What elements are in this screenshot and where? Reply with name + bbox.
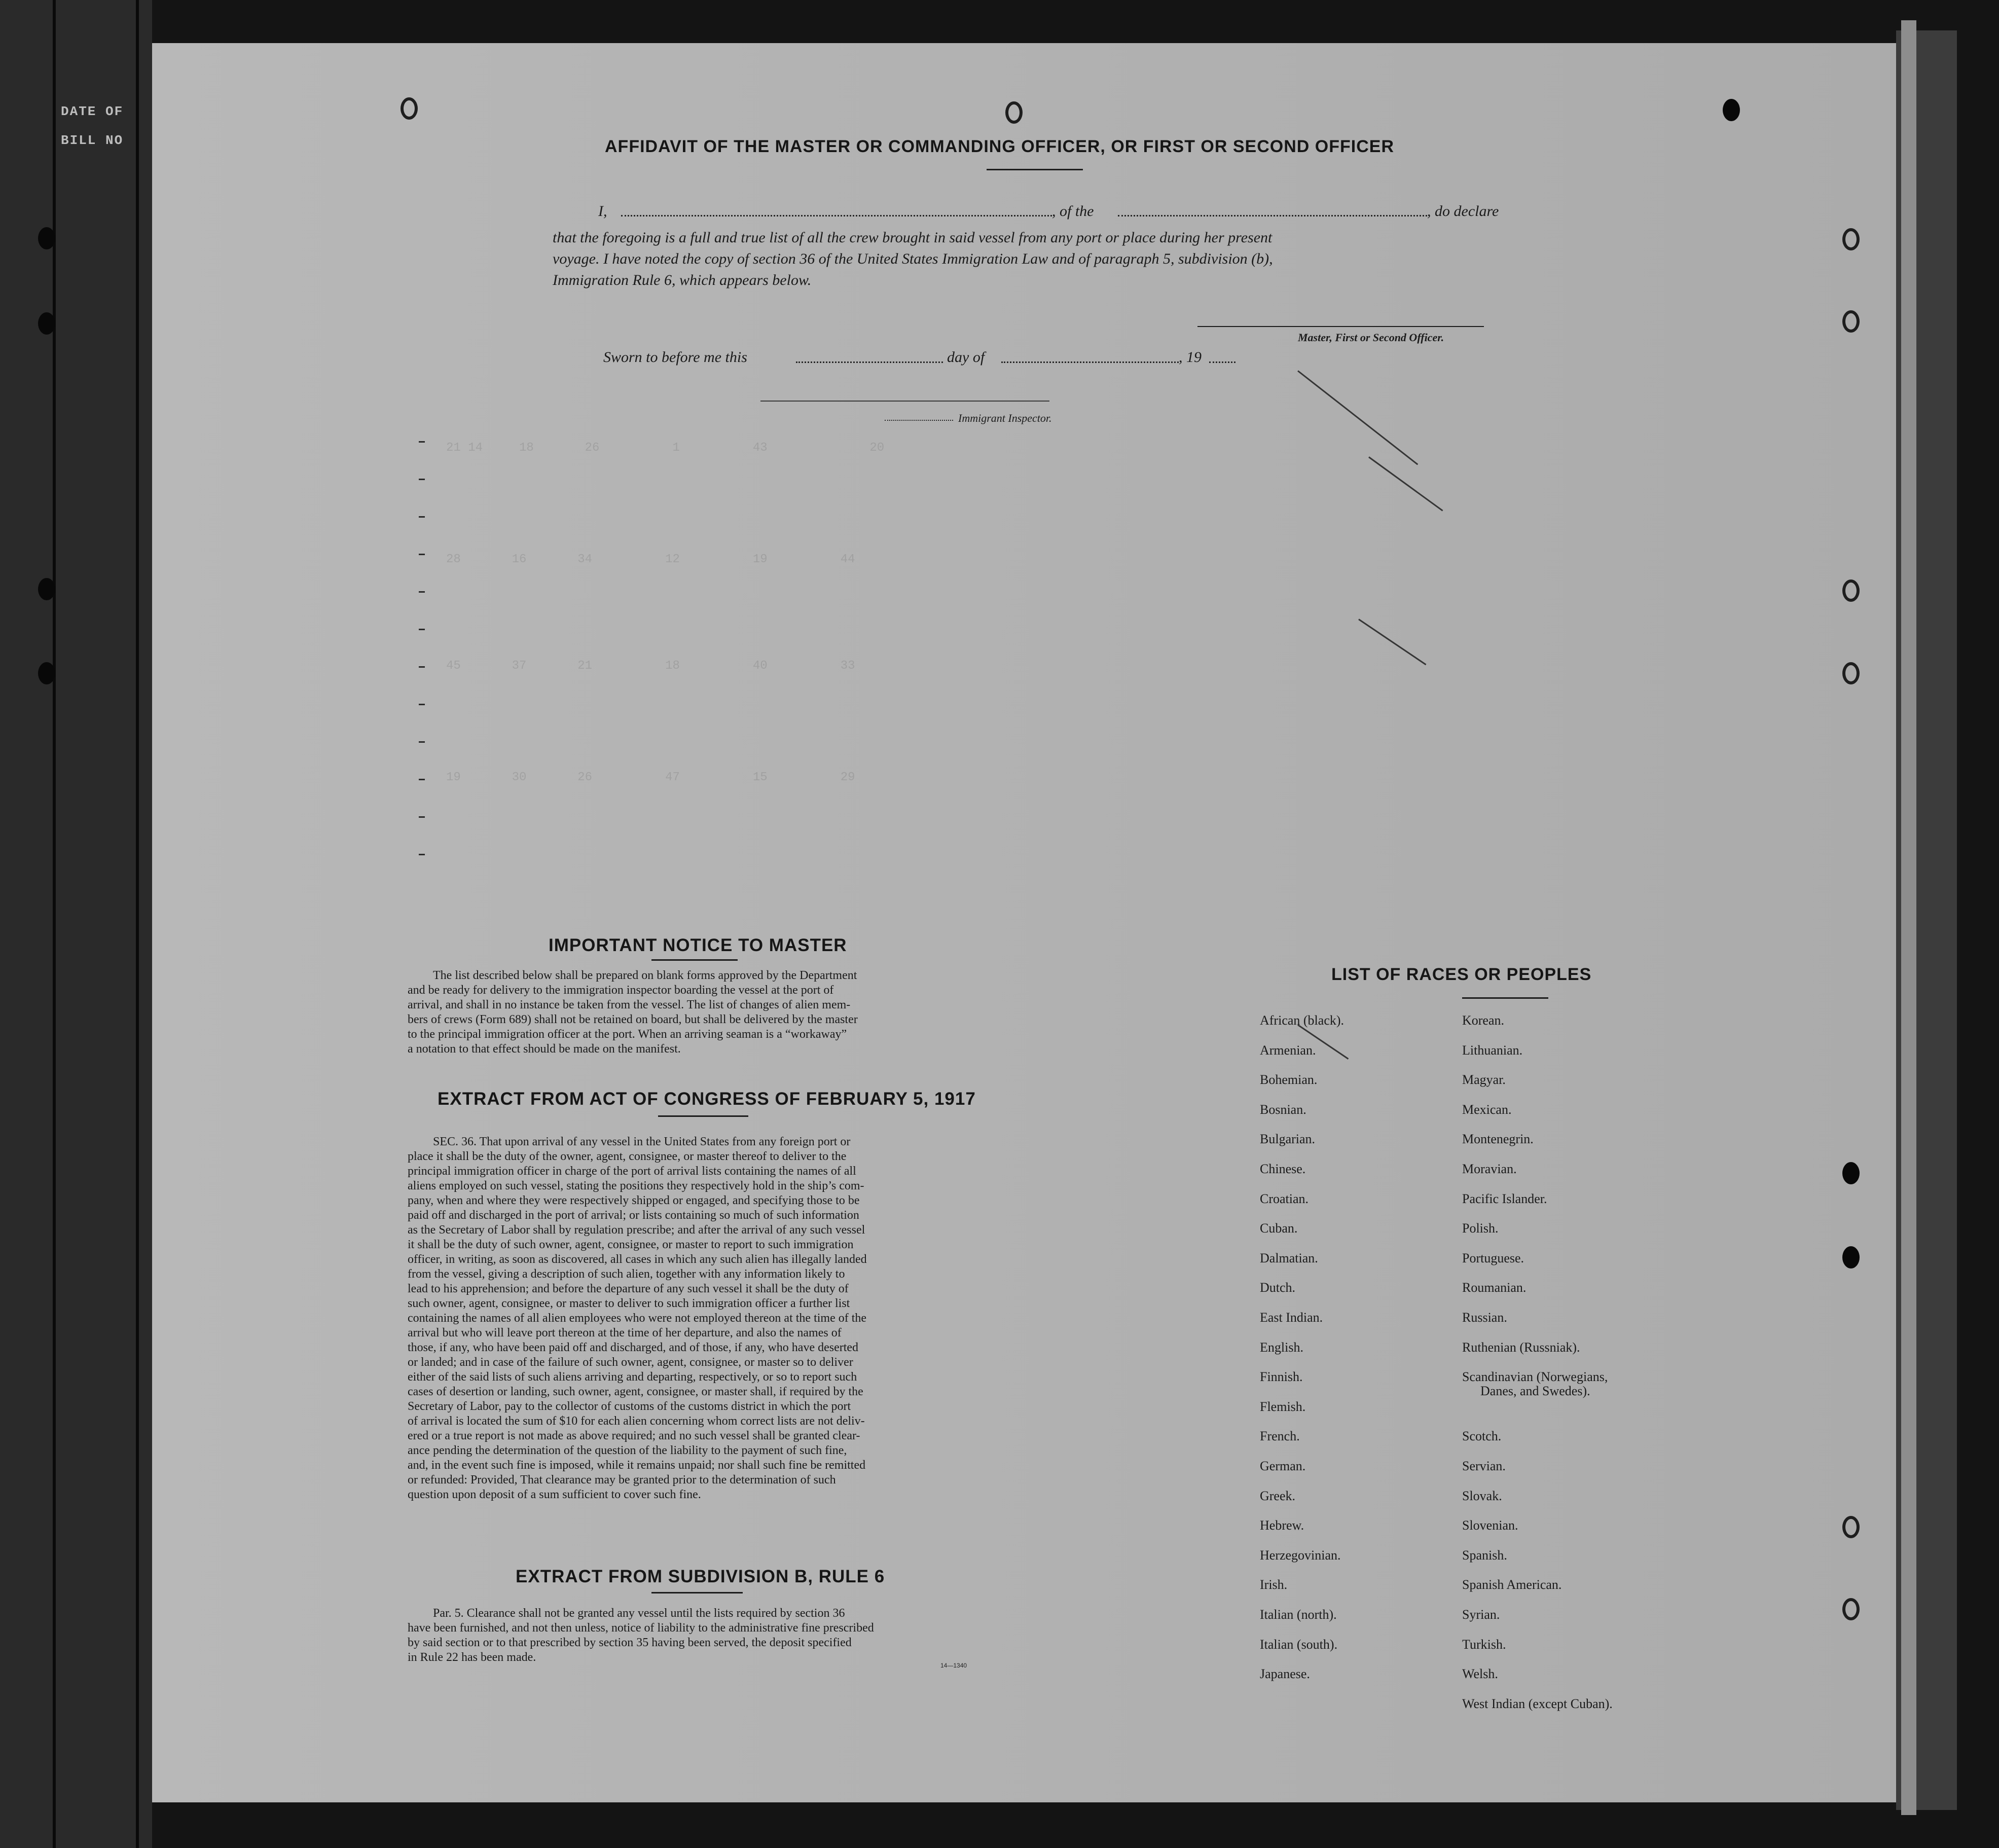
act-line: containing the names of all alien employees who were not employed thereon at the time of the xyxy=(408,1312,867,1325)
race-item: West Indian (except Cuban). xyxy=(1462,1696,1613,1711)
act-extract-title: EXTRACT FROM ACT OF CONGRESS OF FEBRUARY 5, 1917 xyxy=(438,1089,976,1109)
scan-line xyxy=(53,0,56,1848)
act-line: Secretary of Labor, pay to the collector of customs of the customs district in which the port xyxy=(408,1400,851,1413)
act-line: of arrival is located the sum of $10 for each alien concerning whom correct lists are not deliv- xyxy=(408,1415,865,1428)
sworn-prefix: Sworn to before me this xyxy=(603,349,747,366)
edge-label-bill: BILL NO xyxy=(61,133,124,148)
inspector-line xyxy=(760,401,1049,402)
act-line: ance pending the determination of the question of the liability to the payment of such fine, xyxy=(408,1444,847,1457)
race-item: English. xyxy=(1260,1339,1303,1355)
race-item: Greek. xyxy=(1260,1488,1296,1503)
act-line: pany, when and where they were respectively shipped or engaged, and specifying those to be xyxy=(408,1194,860,1207)
rule-extract-title: EXTRACT FROM SUBDIVISION B, RULE 6 xyxy=(516,1567,885,1586)
rule-line: by said section or to that prescribed by section 35 having been served, the deposit specified xyxy=(408,1636,852,1649)
row-tick xyxy=(419,554,425,555)
race-item: Servian. xyxy=(1462,1459,1506,1473)
race-item: Moravian. xyxy=(1462,1162,1517,1176)
race-item: Italian (north). xyxy=(1260,1607,1337,1622)
punch-hole xyxy=(1842,228,1860,250)
race-item: Scotch. xyxy=(1462,1429,1502,1444)
punch-hole xyxy=(38,227,55,249)
punch-hole xyxy=(1842,1246,1860,1269)
race-item: Croatian. xyxy=(1260,1191,1309,1206)
races-title: LIST OF RACES OR PEOPLES xyxy=(1331,965,1592,984)
act-line: those, if any, who have been paid off and discharged, and of those, if any, who have deserted xyxy=(408,1341,859,1354)
race-item: Chinese. xyxy=(1260,1162,1306,1176)
race-item: Mexican. xyxy=(1462,1102,1512,1117)
affidavit-of-the: , of the xyxy=(1052,203,1094,220)
race-item: German. xyxy=(1260,1459,1306,1473)
rule-line: Par. 5. Clearance shall not be granted any vessel until the lists required by section 36 xyxy=(433,1607,845,1620)
title-rule xyxy=(1462,997,1548,999)
race-item: Finnish. xyxy=(1260,1369,1303,1385)
title-rule xyxy=(651,1592,743,1593)
notice-line: arrival, and shall in no instance be taken from the vessel. The list of changes of alien mem- xyxy=(408,998,851,1011)
row-tick xyxy=(419,629,425,630)
race-item: Italian (south). xyxy=(1260,1637,1338,1652)
edge-label-date: DATE OF xyxy=(61,104,124,119)
punch-hole xyxy=(1005,101,1023,124)
title-rule xyxy=(987,169,1083,170)
punch-hole xyxy=(1842,1162,1860,1184)
scan-line xyxy=(136,0,139,1848)
race-item: Montenegrin. xyxy=(1462,1132,1534,1147)
row-tick xyxy=(419,479,425,480)
document-page xyxy=(152,43,1896,1802)
notice-line: to the principal immigration officer at the port. When an arriving seaman is a “workaway” xyxy=(408,1028,847,1041)
act-line: either of the said lists of such aliens arriving and departing, respectively, or so to report such xyxy=(408,1370,857,1384)
row-tick xyxy=(419,854,425,855)
race-item: Danes, and Swedes). xyxy=(1480,1384,1590,1399)
race-item: Herzegovinian. xyxy=(1260,1547,1341,1563)
race-item: Spanish American. xyxy=(1462,1577,1562,1592)
row-tick xyxy=(419,816,425,818)
race-item: Scandinavian (Norwegians, xyxy=(1462,1369,1608,1385)
race-item: Japanese. xyxy=(1260,1666,1310,1682)
race-item: Lithuanian. xyxy=(1462,1042,1523,1058)
act-line: it shall be the duty of such owner, agent, consignee, or master to report to such immigration xyxy=(408,1238,854,1251)
affidavit-do-declare: , do declare xyxy=(1427,203,1499,220)
race-item: Welsh. xyxy=(1462,1666,1498,1682)
act-line: SEC. 36. That upon arrival of any vessel in the United States from any foreign port or xyxy=(433,1135,851,1148)
punch-hole xyxy=(1842,662,1860,684)
page-stack-edge xyxy=(1901,20,1916,1815)
race-item: Cuban. xyxy=(1260,1221,1298,1236)
punch-hole xyxy=(1723,99,1740,121)
notice-line: bers of crews (Form 689) shall not be retained on board, but shall be delivered by the master xyxy=(408,1013,858,1026)
rule-line: have been furnished, and not then unless, notice of liability to the administrative fine prescribed xyxy=(408,1621,874,1635)
race-item: Pacific Islander. xyxy=(1462,1191,1547,1206)
notice-line: The list described below shall be prepared on blank forms approved by the Department xyxy=(433,969,857,982)
punch-hole xyxy=(1842,1516,1860,1538)
affidavit-i: I, xyxy=(598,203,607,220)
race-item: Russian. xyxy=(1462,1310,1507,1325)
act-line: or landed; and in case of the failure of such owner, agent, consignee, or master so to deliver xyxy=(408,1356,853,1369)
previous-page-edge xyxy=(0,0,152,1848)
notice-title: IMPORTANT NOTICE TO MASTER xyxy=(549,935,847,955)
race-item: Magyar. xyxy=(1462,1072,1506,1088)
act-line: such owner, agent, consignee, or master to deliver to such immigration officer a further list xyxy=(408,1297,850,1310)
race-item: Polish. xyxy=(1462,1221,1499,1236)
act-line: aliens employed on such vessel, stating the positions they respectively hold in the ship’s com- xyxy=(408,1179,864,1192)
inspector-caption: Immigrant Inspector. xyxy=(958,412,1052,424)
signature-caption: Master, First or Second Officer. xyxy=(1298,331,1444,344)
act-line: place it shall be the duty of the owner, agent, consignee, or master thereof to deliver to the xyxy=(408,1150,847,1163)
race-item: Armenian. xyxy=(1260,1042,1316,1058)
punch-hole xyxy=(1842,579,1860,602)
race-item: Korean. xyxy=(1462,1013,1505,1028)
affidavit-title: AFFIDAVIT OF THE MASTER OR COMMANDING OFFICER, OR FIRST OR SECOND OFFICER xyxy=(605,137,1394,156)
signature-line xyxy=(1197,326,1484,327)
act-line: as the Secretary of Labor shall by regulation prescribe; and after the arrival of any such vessel xyxy=(408,1223,865,1237)
race-item: East Indian. xyxy=(1260,1310,1323,1325)
act-line: from the vessel, giving a description of such alien, together with any information likely to xyxy=(408,1267,845,1281)
race-item: Syrian. xyxy=(1462,1607,1500,1622)
vessel-blank xyxy=(1118,215,1427,216)
affidavit-line-2: that the foregoing is a full and true list of all the crew brought in said vessel from any port or place during her present xyxy=(553,229,1273,246)
row-tick xyxy=(419,704,425,705)
race-item: Bulgarian. xyxy=(1260,1132,1316,1147)
race-item: Bosnian. xyxy=(1260,1102,1306,1117)
punch-hole xyxy=(401,97,418,120)
punch-hole xyxy=(38,312,55,335)
row-tick xyxy=(419,441,425,443)
notice-line: and be ready for delivery to the immigration inspector boarding the vessel at the port of xyxy=(408,984,834,997)
punch-hole xyxy=(38,662,55,684)
race-item: Hebrew. xyxy=(1260,1518,1304,1533)
notice-line: a notation to that effect should be made on the manifest. xyxy=(408,1042,681,1056)
inspector-lead xyxy=(885,420,953,421)
title-rule xyxy=(658,1115,748,1117)
act-line: officer, in writing, as soon as discovered, all cases in which any such alien has illegally landed xyxy=(408,1253,867,1266)
notice-paragraph xyxy=(408,968,990,1057)
act-line: cases of desertion or landing, such owner, agent, consignee, or master shall, if required by the xyxy=(408,1385,863,1398)
race-item: Dutch. xyxy=(1260,1280,1296,1295)
race-item: Slovak. xyxy=(1462,1488,1502,1503)
act-line: or refunded: Provided, That clearance may be granted prior to the determination of such xyxy=(408,1473,836,1487)
race-item: Irish. xyxy=(1260,1577,1288,1592)
race-item: French. xyxy=(1260,1429,1300,1444)
rule-line: in Rule 22 has been made. xyxy=(408,1651,536,1664)
race-item: Roumanian. xyxy=(1462,1280,1526,1295)
name-blank xyxy=(621,215,1052,216)
row-tick xyxy=(419,666,425,668)
sworn-day-of: day of xyxy=(947,349,985,366)
act-line: question upon deposit of a sum sufficient to cover such fine. xyxy=(408,1488,701,1501)
sworn-year: , 19 xyxy=(1179,349,1202,366)
race-item: Spanish. xyxy=(1462,1547,1507,1563)
affidavit-line-4: Immigration Rule 6, which appears below. xyxy=(553,272,812,288)
day-blank xyxy=(796,361,943,363)
row-tick xyxy=(419,779,425,780)
act-line: arrival but who will leave port thereon at the time of her departure, and also the names of xyxy=(408,1326,842,1339)
act-line: principal immigration officer in charge of the port of arrival lists containing the names of all xyxy=(408,1165,856,1178)
race-item: Portuguese. xyxy=(1462,1250,1524,1265)
year-blank xyxy=(1209,361,1235,363)
act-line: lead to his apprehension; and before the departure of any such vessel it shall be the duty of xyxy=(408,1282,849,1295)
act-line: and, in the event such fine is imposed, while it remains unpaid; nor shall such fine be remitted xyxy=(408,1459,866,1472)
affidavit-line-3: voyage. I have noted the copy of section 36 of the United States Immigration Law and of paragraph 5, subdivision (b), xyxy=(553,250,1273,267)
race-item: Ruthenian (Russniak). xyxy=(1462,1339,1580,1355)
race-item: African (black). xyxy=(1260,1013,1344,1028)
act-line: paid off and discharged in the port of arrival; or lists containing so much of such information xyxy=(408,1209,859,1222)
row-tick xyxy=(419,516,425,518)
act-line: ered or a true report is not made as above required; and no such vessel shall be granted clear- xyxy=(408,1429,860,1442)
race-item: Turkish. xyxy=(1462,1637,1506,1652)
race-item: Bohemian. xyxy=(1260,1072,1318,1088)
punch-hole xyxy=(1842,310,1860,333)
title-rule xyxy=(651,959,738,961)
race-item: Dalmatian. xyxy=(1260,1250,1318,1265)
row-tick xyxy=(419,741,425,743)
punch-hole xyxy=(38,578,55,600)
month-blank xyxy=(1001,361,1179,363)
race-item: Slovenian. xyxy=(1462,1518,1518,1533)
race-item: Flemish. xyxy=(1260,1399,1306,1414)
row-tick xyxy=(419,591,425,593)
form-number: 14—1340 xyxy=(940,1662,967,1669)
punch-hole xyxy=(1842,1598,1860,1620)
rule-extract-paragraph xyxy=(408,1606,990,1665)
act-extract-paragraph xyxy=(408,1135,990,1502)
